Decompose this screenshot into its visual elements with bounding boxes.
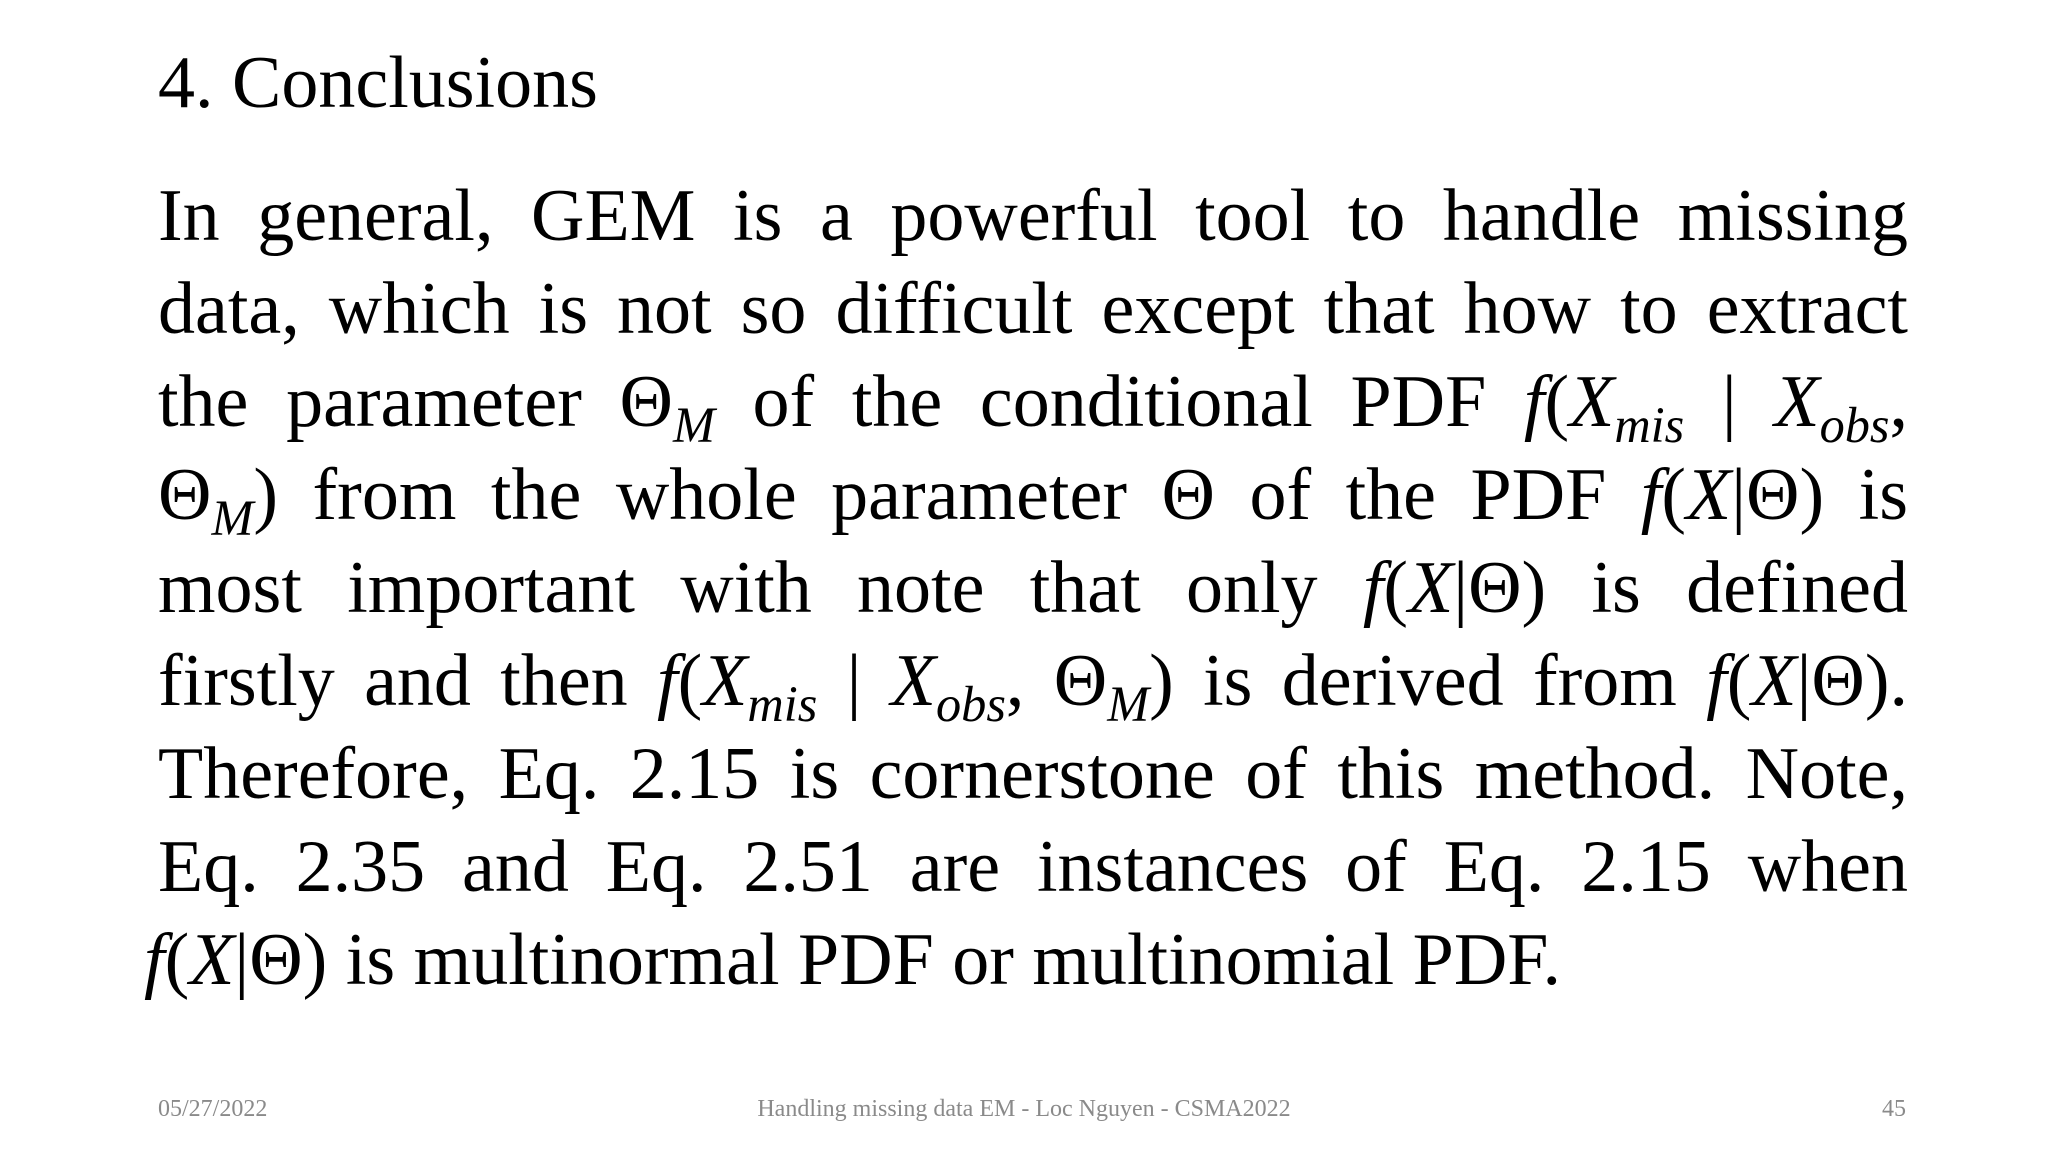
text-run: , Θ xyxy=(1005,640,1108,722)
math-variable: X xyxy=(702,640,748,722)
text-run: ( xyxy=(677,640,703,722)
text-run: ) from the whole parameter Θ of the PDF xyxy=(253,454,1641,536)
math-variable: X xyxy=(1686,454,1732,536)
text-run: ( xyxy=(164,919,190,1001)
text-run: data, which is not so difficult except that how to extract xyxy=(158,268,1908,350)
text-run: firstly and then xyxy=(158,640,657,722)
text-run: of the conditional PDF xyxy=(714,361,1524,443)
subscript: M xyxy=(211,490,254,547)
text-run: Θ xyxy=(158,454,212,536)
text-run: |Θ) is multinormal PDF or multinomial PDF. xyxy=(234,919,1562,1001)
body-line-1 xyxy=(158,170,1908,263)
slide-title: 4. Conclusions xyxy=(158,42,598,124)
math-variable: f xyxy=(1706,640,1727,722)
text-run: ( xyxy=(1544,361,1570,443)
body-line-6 xyxy=(158,635,1908,733)
footer-title: Handling missing data EM - Loc Nguyen - CSMA2022 xyxy=(757,1096,1291,1122)
math-variable: f xyxy=(144,919,165,1001)
text-run: Eq. 2.35 and Eq. 2.51 are instances of Eq. 2.15 when xyxy=(158,826,1908,908)
math-variable: f xyxy=(657,640,678,722)
math-variable: X xyxy=(1569,361,1615,443)
body-line-5 xyxy=(158,542,1908,635)
text-run: In general, GEM is a powerful tool to handle missing xyxy=(158,175,1908,257)
text-run: ( xyxy=(1383,547,1409,629)
slide-body xyxy=(144,170,1908,1007)
body-line-9 xyxy=(144,914,1908,1007)
text-run: |Θ) is xyxy=(1731,454,1908,536)
math-variable: X xyxy=(1408,547,1454,629)
subscript: obs xyxy=(1819,397,1890,454)
body-line-2 xyxy=(158,263,1908,356)
text-run: the parameter Θ xyxy=(158,361,673,443)
math-variable: X xyxy=(1774,361,1820,443)
math-variable: f xyxy=(1523,361,1545,443)
body-line-3 xyxy=(158,356,1908,454)
body-line-8 xyxy=(158,821,1908,914)
body-line-4 xyxy=(158,449,1908,547)
text-run: ( xyxy=(1661,454,1687,536)
subscript: M xyxy=(672,397,715,454)
text-run: | xyxy=(1684,361,1775,443)
subscript: M xyxy=(1107,676,1150,733)
subscript: mis xyxy=(1614,397,1685,454)
text-run: most important with note that only xyxy=(158,547,1363,629)
text-run: |Θ). xyxy=(1796,640,1908,722)
math-variable: X xyxy=(1751,640,1797,722)
subscript: mis xyxy=(747,676,818,733)
math-variable: f xyxy=(1362,547,1384,629)
text-run: | xyxy=(817,640,891,722)
page-number: 45 xyxy=(1882,1096,1906,1122)
text-run: Therefore, Eq. 2.15 is cornerstone of this method. Note, xyxy=(158,733,1908,815)
text-run: ) is derived from xyxy=(1149,640,1707,722)
math-variable: X xyxy=(189,919,235,1001)
text-run: |Θ) is defined xyxy=(1453,547,1908,629)
subscript: obs xyxy=(936,676,1006,733)
footer-date: 05/27/2022 xyxy=(158,1096,268,1122)
text-run: , xyxy=(1889,361,1908,443)
math-variable: f xyxy=(1640,454,1662,536)
text-run: ( xyxy=(1726,640,1752,722)
body-line-7 xyxy=(158,728,1908,821)
math-variable: X xyxy=(890,640,936,722)
